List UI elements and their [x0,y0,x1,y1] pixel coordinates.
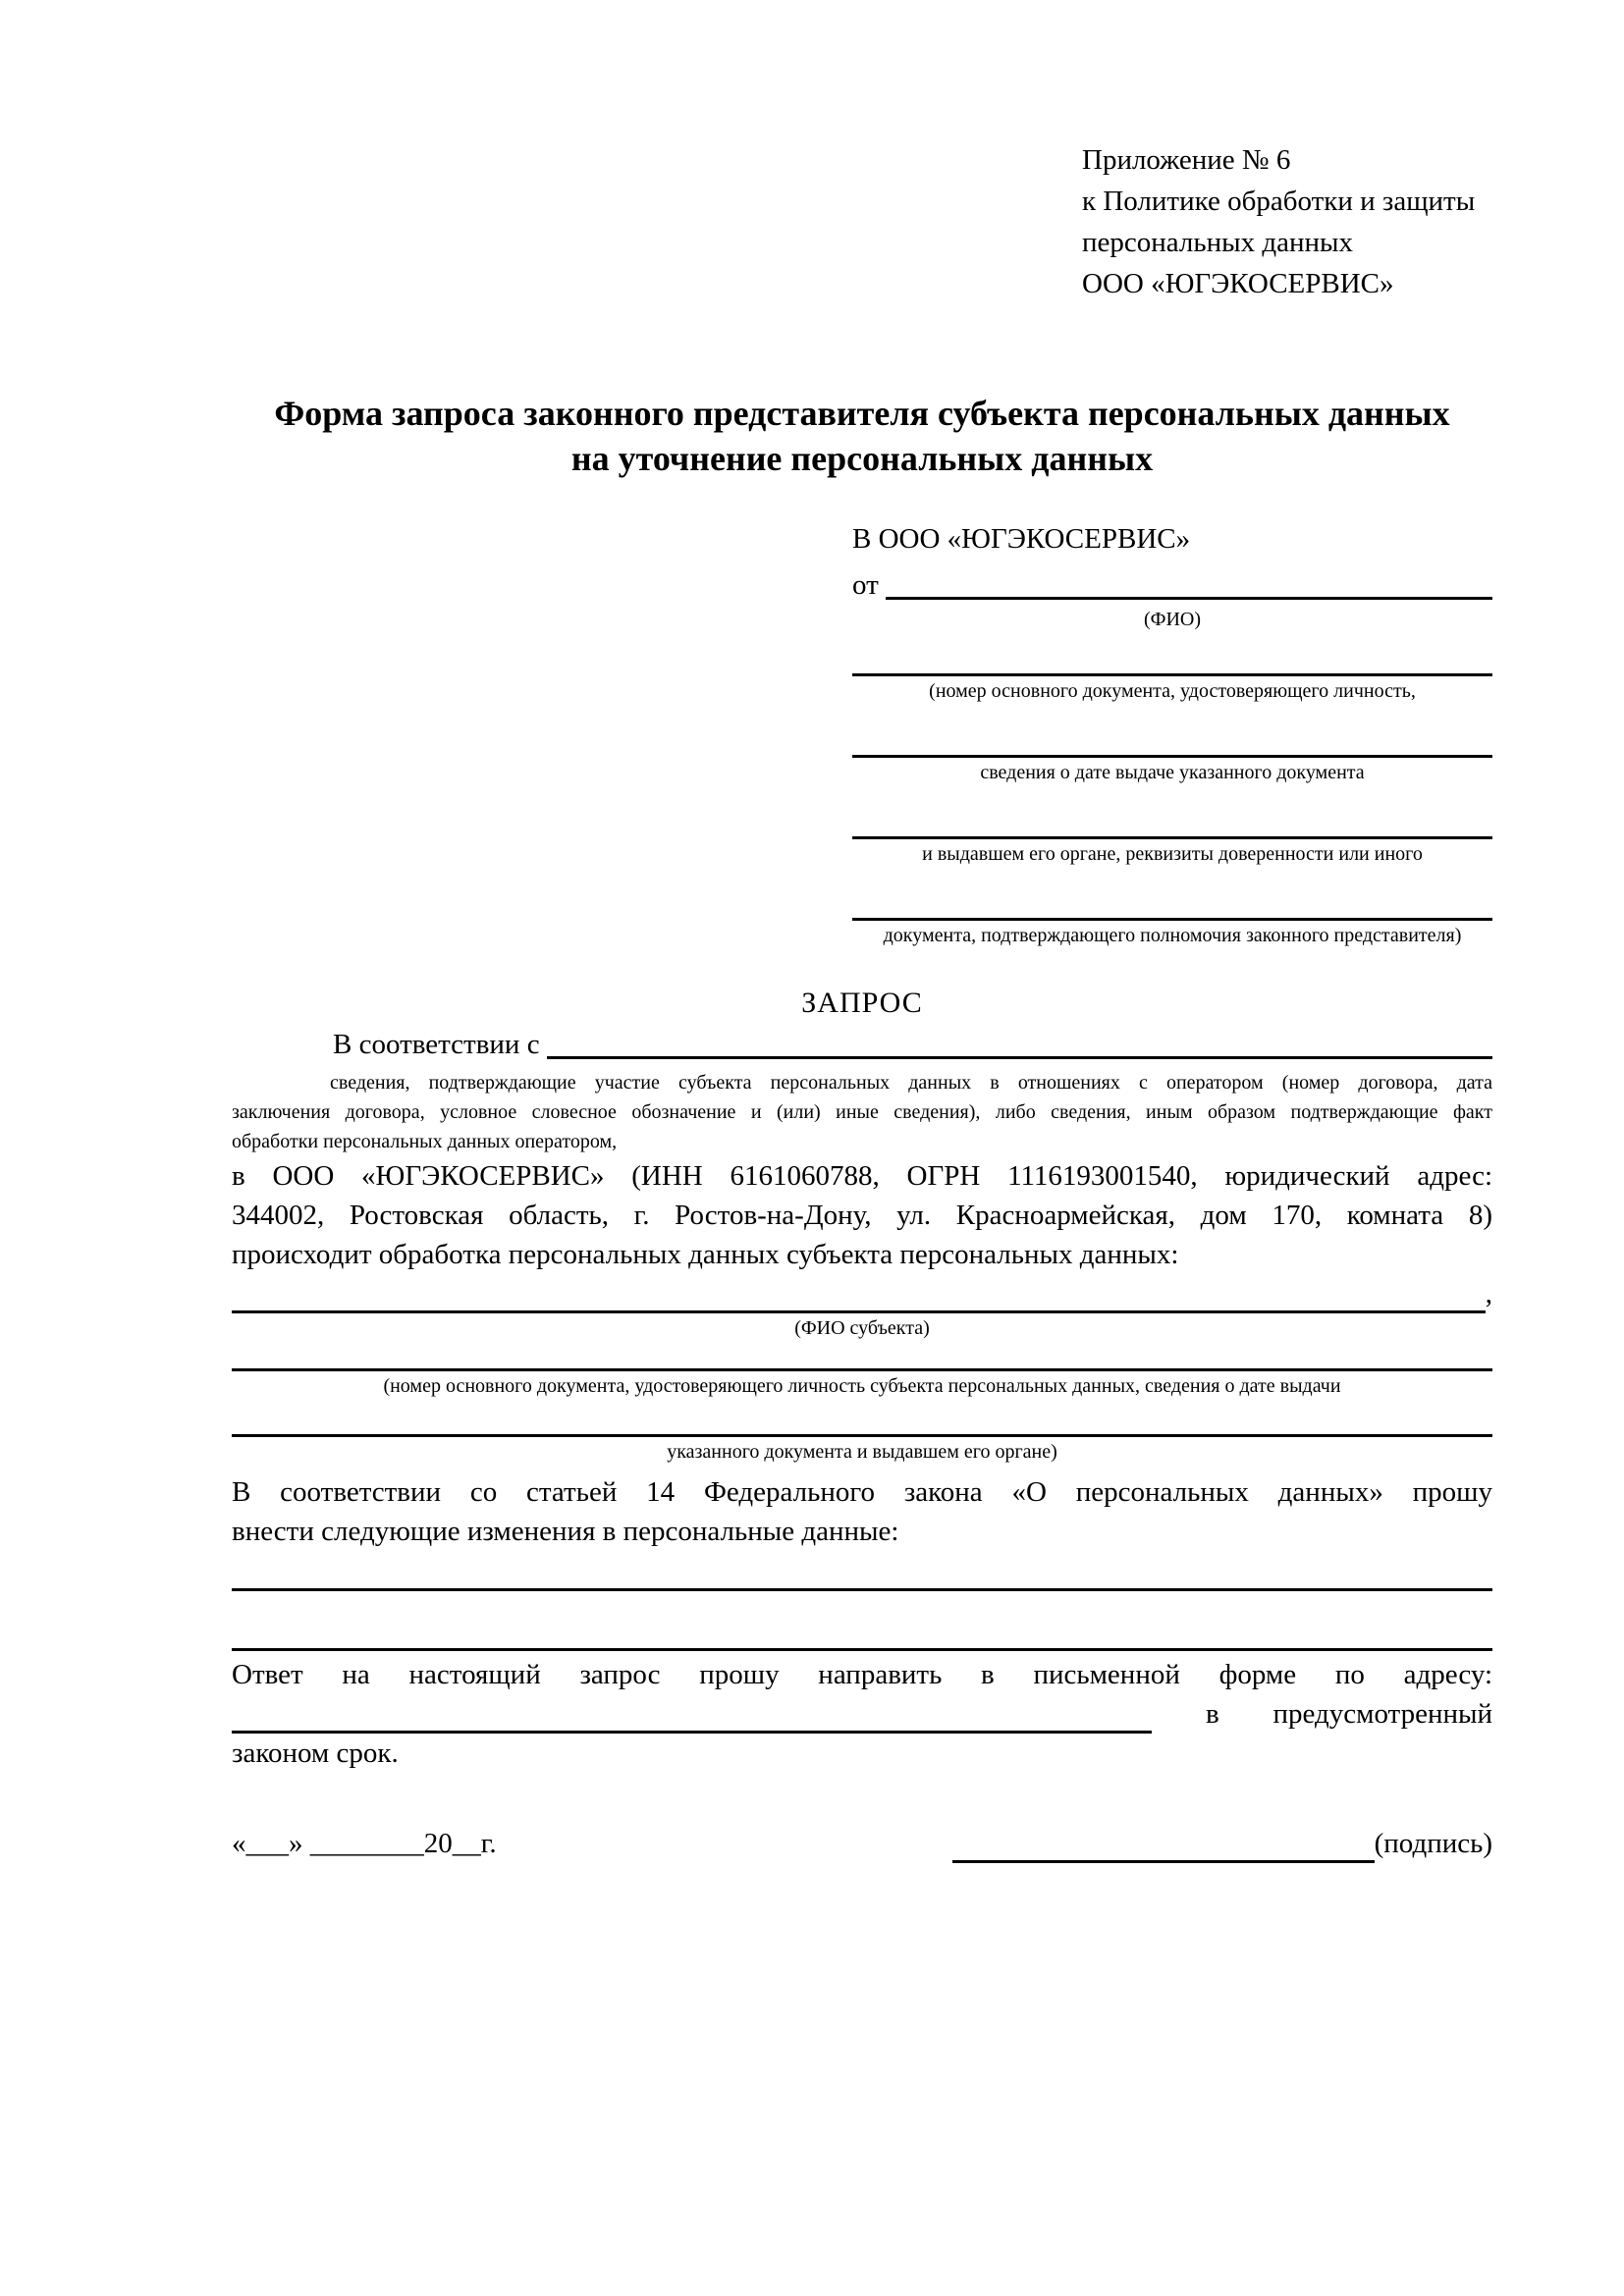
issuing-authority-blank-line [852,787,1492,839]
subject-authority-caption: указанного документа и выдавшем его органе) [667,1441,1057,1463]
appendix-line: персональных данных [1082,227,1354,258]
changes-blank-line-1 [232,1551,1492,1591]
appendix-line: к Политике обработки и защиты [1082,186,1476,217]
subject-document-blank-line [232,1343,1492,1371]
article-line: внести следующие изменения в персональные данные: [232,1516,899,1547]
addressee-to: В ООО «ЮГЭКОСЕРВИС» [852,523,1191,555]
changes-blank-line-2 [232,1591,1492,1651]
answer-word-v: в [1206,1698,1219,1730]
authority-document-caption: документа, подтверждающего полномочия законного представителя) [883,925,1462,946]
issue-date-blank-line [852,706,1492,758]
authority-document-blank-line [852,869,1492,921]
from-label: от [852,569,887,601]
operator-paragraph [232,1156,1492,1274]
subject-fio-blank-line [232,1287,1486,1313]
appendix-line: Приложение № 6 [1082,144,1291,176]
issuing-authority-caption: и выдавшем его органе, реквизиты доверенности или иного [922,843,1423,865]
operator-line: 344002, Ростовская область, г. Ростов-на-Дону, ул. Красноармейская, дом 170, комната 8) [232,1200,1492,1231]
signature-group [952,1824,1492,1863]
answer-line3: законом срок. [232,1737,399,1769]
date-signature-row [232,1824,1492,1863]
document-content [232,0,1492,1863]
operator-line: происходит обработка персональных данных субъекта персональных данных: [232,1239,1179,1270]
from-row [852,565,1492,605]
issue-date-caption: сведения о дате выдаче указанного документа [980,762,1365,783]
answer-address-blank-line [232,1701,1152,1734]
document-title-line1: Форма запроса законного представителя субъекта персональных данных [274,394,1450,433]
fio-blank-line [886,565,1492,600]
document-title-line2: на уточнение персональных данных [570,439,1154,478]
date-line: «___» ________20__г. [232,1828,497,1859]
footnote-line: сведения, подтверждающие участие субъекта персональных данных в отношениях с оператором (номер договора, дата [330,1072,1492,1094]
document-number-caption: (номер основного документа, удостоверяющего личность, [929,680,1416,702]
subject-authority-blank-line [232,1401,1492,1437]
footnote-line: обработки персональных данных оператором, [232,1131,618,1152]
answer-line1: Ответ на настоящий запрос прошу направить в письменной форме по адресу: [232,1659,1492,1690]
accordance-blank-line [547,1025,1492,1059]
answer-word-term: предусмотренный [1272,1698,1492,1730]
article-line: В соответствии со статьей 14 Федерального закона «О персональных данных» прошу [232,1476,1492,1508]
addressee-block [852,518,1492,950]
article-paragraph [232,1472,1492,1551]
subject-fio-caption: (ФИО субъекта) [794,1317,930,1339]
accordance-row [232,1025,1492,1064]
appendix-block [1082,139,1492,304]
operator-line: в ООО «ЮГЭКОСЕРВИС» (ИНН 6161060788, ОГРН 1116193001540, юридический адрес: [232,1160,1492,1192]
request-heading: ЗАПРОС [801,987,923,1019]
document-title [232,391,1492,481]
answer-paragraph [232,1655,1492,1773]
appendix-line: ООО «ЮГЭКОСЕРВИС» [1082,268,1394,299]
subject-document-caption: (номер основного документа, удостоверяющего личность субъекта персональных данных, сведения о дате выдачи [383,1375,1341,1397]
document-number-blank-line [852,634,1492,676]
subject-fio-comma: , [1485,1278,1492,1309]
subject-fio-row [232,1274,1492,1313]
fio-caption: (ФИО) [1143,609,1201,630]
signature-blank-line [952,1831,1375,1863]
footnote-line: заключения договора, условное словесное обозначение и (или) иные сведения), либо сведения, иным образом подтверждающие факт [232,1101,1492,1123]
accordance-prefix: В соответствии с [333,1029,547,1060]
answer-address-row [232,1694,1492,1734]
signature-caption: (подпись) [1374,1828,1492,1859]
footnote-block [232,1068,1492,1156]
